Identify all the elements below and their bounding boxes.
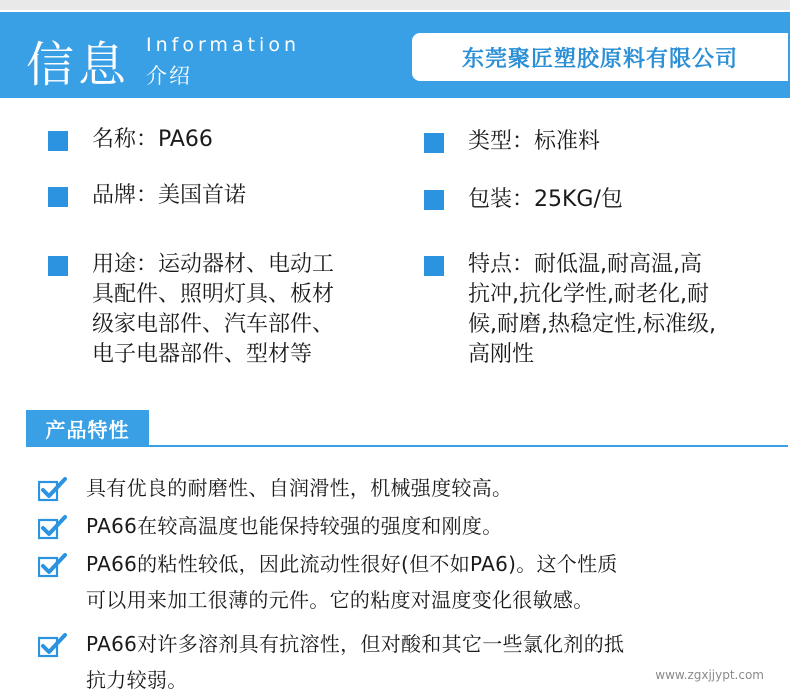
feature-line: PA66的粘性较低，因此流动性很好(但不如PA6)。这个性质 — [86, 552, 618, 576]
info-usage — [92, 250, 412, 370]
info-features — [468, 250, 788, 370]
bullet-square-icon — [48, 256, 68, 276]
info-features-line: 高刚性 — [468, 342, 535, 367]
bullet-square-icon — [424, 133, 444, 153]
info-usage-line: 具配件、照明灯具、板材 — [92, 282, 335, 307]
feature-line: PA66在较高温度也能保持较强的强度和刚度。 — [86, 514, 503, 538]
header-title-en: Information — [146, 34, 300, 56]
feature-item — [86, 508, 503, 544]
header-subtitle: 介绍 — [146, 64, 192, 88]
bullet-square-icon — [424, 190, 444, 210]
checkmark-icon — [38, 552, 68, 578]
checkmark-icon — [38, 476, 68, 502]
bullet-square-icon — [424, 256, 444, 276]
info-features-line: 抗冲,抗化学性,耐老化,耐 — [468, 282, 709, 307]
feature-item — [86, 626, 624, 698]
header-banner — [0, 12, 790, 96]
feature-line: 抗力较弱。 — [86, 668, 188, 692]
checkmark-icon — [38, 632, 68, 658]
bullet-square-icon — [48, 187, 68, 207]
info-type: 类型：标准料 — [468, 129, 601, 154]
feature-item — [86, 546, 618, 618]
checkmark-icon — [38, 514, 68, 540]
company-name: 东莞聚匠塑胶原料有限公司 — [412, 33, 788, 81]
info-usage-line: 级家电部件、汽车部件、 — [92, 312, 335, 337]
section-divider — [26, 445, 788, 447]
section-title: 产品特性 — [26, 410, 149, 446]
bullet-square-icon — [48, 131, 68, 151]
info-brand: 品牌：美国首诺 — [92, 183, 247, 208]
feature-item — [86, 470, 512, 506]
watermark: www.zgxjjypt.com — [655, 668, 764, 682]
info-features-line: 特点：耐低温,耐高温,高 — [468, 252, 702, 277]
header-divider — [0, 96, 790, 98]
feature-line: PA66对许多溶剂具有抗溶性，但对酸和其它一些氯化剂的抵 — [86, 632, 625, 656]
info-features-line: 候,耐磨,热稳定性,标准级, — [468, 312, 716, 337]
feature-line: 可以用来加工很薄的元件。它的粘度对温度变化很敏感。 — [86, 588, 594, 612]
feature-line: 具有优良的耐磨性、自润滑性，机械强度较高。 — [86, 476, 513, 500]
info-packaging: 包装：25KG/包 — [468, 187, 623, 212]
top-strip — [0, 0, 790, 10]
info-name: 名称：PA66 — [92, 127, 213, 152]
header-title-cn: 信息 — [26, 37, 131, 93]
info-usage-line: 电子电器部件、型材等 — [92, 342, 313, 367]
info-usage-line: 用途：运动器材、电动工 — [92, 252, 335, 277]
